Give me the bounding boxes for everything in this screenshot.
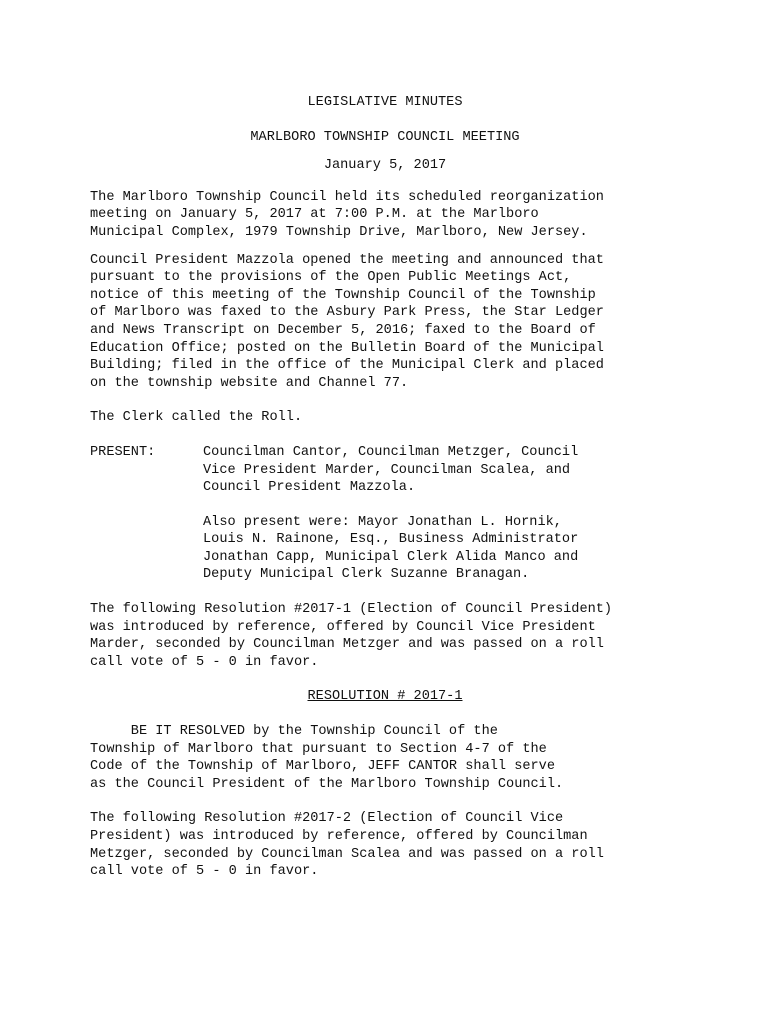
present-section	[90, 444, 680, 584]
resolution-1-heading-text: RESOLUTION # 2017-1	[307, 689, 463, 705]
present-members: Councilman Cantor, Councilman Metzger, Council Vice President Marder, Councilman Scalea, and Council President Mazzola.	[203, 444, 579, 496]
resolution-2-intro: The following Resolution #2017-2 (Election of Council Vice President) was introduced by reference, offered by Councilman Metzger, seconded by Councilman Scalea and was passed on a roll call vote of 5 - 0 in favor.	[90, 811, 604, 880]
also-present: Also present were: Mayor Jonathan L. Hornik, Louis N. Rainone, Esq., Business Administrator Jonathan Capp, Municipal Clerk Alida Manco and Deputy Municipal Clerk Suzanne Branagan.	[203, 514, 579, 583]
document-page	[90, 94, 680, 881]
document-title: LEGISLATIVE MINUTES	[307, 95, 463, 110]
opening-paragraph: Council President Mazzola opened the meeting and announced that pursuant to the provisions of the Open Public Meetings Act, notice of this meeting of the Township Council of the Township of Marlboro was faxed to the Asbury Park Press, the Star Ledger and News Transcript on December 5, 2016; faxed to the Board of Education Office; posted on the Bulletin Board of the Municipal Building; filed in the office of the Municipal Clerk and placed on the township website and Channel 77.	[90, 252, 604, 391]
resolution-1-body: BE IT RESOLVED by the Township Council of the Township of Marlboro that pursuant to Section 4-7 of the Code of the Township of Marlboro, JEFF CANTOR shall serve as the Council President of the Marlboro Township Council.	[90, 724, 564, 792]
intro-paragraph: The Marlboro Township Council held its scheduled reorganization meeting on January 5, 2017 at 7:00 P.M. at the Marlboro Municipal Complex, 1979 Township Drive, Marlboro, New Jersey.	[90, 189, 604, 240]
resolution-1-heading	[90, 688, 680, 706]
present-body	[203, 444, 680, 584]
present-label: PRESENT:	[90, 444, 156, 460]
resolution-1-intro: The following Resolution #2017-1 (Election of Council President) was introduced by reference, offered by Council Vice President Marder, seconded by Councilman Metzger and was passed on a roll call vote of 5 - 0 in favor.	[90, 602, 613, 670]
roll-call-paragraph: The Clerk called the Roll.	[90, 410, 303, 426]
meeting-title: MARLBORO TOWNSHIP COUNCIL MEETING	[250, 129, 520, 145]
meeting-date: January 5, 2017	[323, 158, 447, 174]
